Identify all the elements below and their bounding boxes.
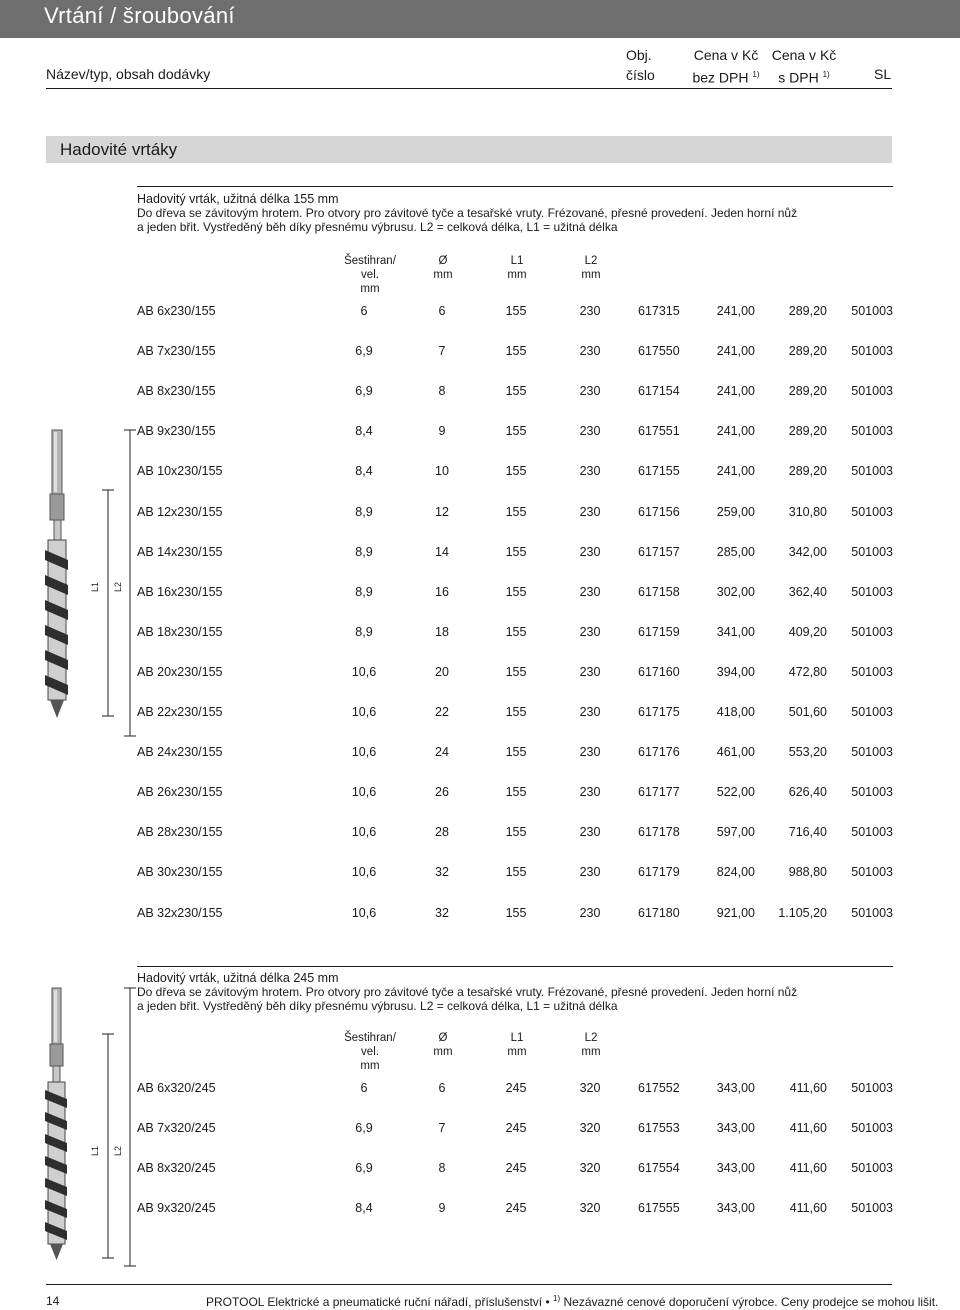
row-sl: 501003 <box>851 664 893 679</box>
row-price-without-vat: 418,00 <box>716 705 755 719</box>
row-hex-size: 10,6 <box>351 785 377 800</box>
table-row <box>137 304 893 322</box>
row-price-without-vat: 343,00 <box>716 1201 755 1216</box>
row-l1: 155 <box>505 304 527 318</box>
row-price-without-vat: 341,00 <box>716 624 755 639</box>
row-price-with-vat: 289,20 <box>788 344 827 359</box>
dim-label-l1: L1 <box>90 581 100 592</box>
title-bar <box>0 0 960 38</box>
row-hex-size: 10,6 <box>351 825 377 840</box>
row-price-without-vat: 241,00 <box>716 344 755 359</box>
row-sl: 501003 <box>851 304 893 318</box>
row-hex-size: 6,9 <box>355 1121 373 1136</box>
row-hex-size: 10,6 <box>351 664 377 679</box>
row-order-number: 617175 <box>638 705 680 719</box>
dim-label-l2: L2 <box>113 581 123 592</box>
row-price-with-vat: 501,60 <box>788 705 827 719</box>
footer-note: Nezávazné cenové doporučení výrobce. Ceny prodejce se mohou lišit. <box>563 1295 939 1309</box>
row-diameter: 6 <box>438 304 446 318</box>
dim-label-l1: L1 <box>90 1145 100 1156</box>
row-name: AB 28x230/155 <box>137 825 223 840</box>
row-price-without-vat: 285,00 <box>716 544 755 559</box>
row-price-with-vat: 716,40 <box>788 825 827 840</box>
row-sl: 501003 <box>851 785 893 800</box>
row-diameter: 12 <box>435 504 449 519</box>
col-l2-line1: L2 <box>584 255 598 267</box>
row-order-number: 617551 <box>638 424 680 439</box>
row-sl: 501003 <box>851 464 893 479</box>
header-price-with-vat <box>764 45 844 88</box>
table-row <box>137 1121 893 1139</box>
table-row <box>137 1201 893 1219</box>
col-hex-line2: vel. <box>361 1046 379 1058</box>
col-hex-line1: Šestihran/ <box>344 1032 396 1044</box>
col-l2-line2: mm <box>581 269 601 281</box>
header-cena2-line2: s DPH <box>778 69 819 86</box>
row-order-number: 617154 <box>638 384 680 399</box>
row-l1: 155 <box>505 384 527 399</box>
row-price-with-vat: 553,20 <box>788 745 827 760</box>
row-l1: 155 <box>505 825 527 840</box>
product-title: Hadovitý vrták, užitná délka 155 mm <box>137 192 339 206</box>
row-hex-size: 8,4 <box>355 1201 373 1216</box>
row-l1: 245 <box>505 1201 527 1216</box>
row-hex-size: 8,9 <box>355 544 373 559</box>
dim-label-l2: L2 <box>113 1145 123 1156</box>
row-l1: 155 <box>505 705 527 719</box>
row-price-without-vat: 241,00 <box>716 424 755 439</box>
row-order-number: 617177 <box>638 785 680 800</box>
header-cena1-line2: bez DPH <box>692 69 749 86</box>
row-price-with-vat: 988,80 <box>788 865 827 880</box>
row-diameter: 24 <box>435 745 449 760</box>
page-number: 14 <box>46 1294 60 1308</box>
row-l2: 230 <box>579 424 601 439</box>
row-sl: 501003 <box>851 384 893 399</box>
header-price-without-vat <box>686 45 766 88</box>
row-hex-size: 10,6 <box>351 705 377 719</box>
row-price-without-vat: 241,00 <box>716 384 755 399</box>
row-price-without-vat: 343,00 <box>716 1161 755 1176</box>
col-l1-head <box>497 254 537 282</box>
table-row <box>137 906 893 924</box>
header-name: Název/typ, obsah dodávky <box>46 66 211 82</box>
header-note-mark: 1) <box>822 70 830 79</box>
page-title: Vrtání / šroubování <box>44 3 235 28</box>
footer-bullet: • <box>545 1295 550 1309</box>
row-price-without-vat: 824,00 <box>716 865 755 880</box>
row-sl: 501003 <box>851 544 893 559</box>
row-l1: 155 <box>505 624 527 639</box>
row-sl: 501003 <box>851 865 893 880</box>
col-dia-line2: mm <box>433 269 453 281</box>
row-order-number: 617159 <box>638 624 680 639</box>
row-l1: 155 <box>505 865 527 880</box>
row-sl: 501003 <box>851 1121 893 1136</box>
table-row <box>137 785 893 803</box>
row-price-with-vat: 289,20 <box>788 424 827 439</box>
row-name: AB 30x230/155 <box>137 865 223 880</box>
row-l1: 245 <box>505 1121 527 1136</box>
row-hex-size: 8,9 <box>355 504 373 519</box>
row-order-number: 617552 <box>638 1081 680 1095</box>
row-name: AB 26x230/155 <box>137 785 223 800</box>
row-price-with-vat: 289,20 <box>788 304 827 318</box>
table-row <box>137 705 893 723</box>
col-l1-line1: L1 <box>510 255 524 267</box>
row-l2: 230 <box>579 624 601 639</box>
row-sl: 501003 <box>851 745 893 760</box>
row-sl: 501003 <box>851 1201 893 1216</box>
row-l1: 245 <box>505 1161 527 1176</box>
row-name: AB 24x230/155 <box>137 745 223 760</box>
col-dia-head <box>423 1031 463 1059</box>
row-name: AB 22x230/155 <box>137 705 223 719</box>
table-row <box>137 865 893 883</box>
row-diameter: 32 <box>435 905 449 920</box>
header-obj-line2: číslo <box>626 67 655 83</box>
row-sl: 501003 <box>851 905 893 920</box>
row-diameter: 8 <box>438 384 446 399</box>
row-hex-size: 6 <box>360 304 368 318</box>
auger-bit-155-icon <box>30 420 138 742</box>
row-sl: 501003 <box>851 344 893 359</box>
row-hex-size: 6 <box>360 1081 368 1095</box>
table-row <box>137 464 893 482</box>
row-l1: 155 <box>505 745 527 760</box>
row-diameter: 7 <box>438 1121 446 1136</box>
row-order-number: 617550 <box>638 344 680 359</box>
header-sl: SL <box>874 66 892 82</box>
row-l2: 230 <box>579 905 601 920</box>
col-l2-head <box>571 1031 611 1059</box>
row-price-with-vat: 626,40 <box>788 785 827 800</box>
row-sl: 501003 <box>851 825 893 840</box>
row-sl: 501003 <box>851 424 893 439</box>
row-diameter: 32 <box>435 865 449 880</box>
header-note-mark: 1) <box>752 70 760 79</box>
row-name: AB 7x230/155 <box>137 344 216 359</box>
row-l1: 155 <box>505 785 527 800</box>
row-hex-size: 6,9 <box>355 1161 373 1176</box>
row-l2: 320 <box>579 1081 601 1095</box>
col-l2-line2: mm <box>581 1046 601 1058</box>
col-hex-line3: mm <box>360 283 380 295</box>
row-price-with-vat: 289,20 <box>788 464 827 479</box>
col-hex-head <box>340 254 400 296</box>
row-l2: 230 <box>579 464 601 479</box>
row-sl: 501003 <box>851 1161 893 1176</box>
col-hex-line2: vel. <box>361 269 379 281</box>
row-order-number: 617179 <box>638 865 680 880</box>
col-hex-line3: mm <box>360 1060 380 1072</box>
row-diameter: 20 <box>435 664 449 679</box>
header-divider <box>46 88 892 89</box>
row-l2: 230 <box>579 304 601 318</box>
row-sl: 501003 <box>851 504 893 519</box>
row-sl: 501003 <box>851 705 893 719</box>
row-diameter: 6 <box>438 1081 446 1095</box>
row-diameter: 28 <box>435 825 449 840</box>
col-hex-line1: Šestihran/ <box>344 255 396 267</box>
footer-text: PROTOOL Elektrické a pneumatické ruční nářadí, příslušenství <box>206 1295 543 1309</box>
section-title: Hadovité vrtáky <box>60 140 178 159</box>
row-name: AB 12x230/155 <box>137 504 223 519</box>
col-l1-line2: mm <box>507 269 527 281</box>
row-name: AB 8x320/245 <box>137 1161 216 1176</box>
row-price-without-vat: 241,00 <box>716 464 755 479</box>
row-price-without-vat: 302,00 <box>716 584 755 599</box>
product-desc-line: a jeden břit. Vystředěný běh díky přesnému výbrusu. L2 = celková délka, L1 = užitná délka <box>137 220 618 234</box>
row-order-number: 617155 <box>638 464 680 479</box>
row-l1: 155 <box>505 504 527 519</box>
product-description <box>137 971 837 1013</box>
table-row <box>137 1081 893 1099</box>
row-price-without-vat: 343,00 <box>716 1121 755 1136</box>
row-diameter: 9 <box>438 1201 446 1216</box>
row-price-with-vat: 411,60 <box>789 1121 827 1136</box>
row-hex-size: 8,4 <box>355 424 373 439</box>
header-order-number <box>626 45 666 85</box>
row-l2: 230 <box>579 584 601 599</box>
product-divider <box>137 186 893 187</box>
row-hex-size: 8,9 <box>355 624 373 639</box>
table-row <box>137 585 893 603</box>
row-price-with-vat: 409,20 <box>788 624 827 639</box>
table-row <box>137 545 893 563</box>
row-name: AB 9x320/245 <box>137 1201 216 1216</box>
row-price-without-vat: 921,00 <box>716 905 755 920</box>
auger-bit-245-icon <box>30 984 138 1274</box>
row-price-without-vat: 343,00 <box>716 1081 755 1095</box>
row-hex-size: 10,6 <box>351 865 377 880</box>
row-l2: 230 <box>579 344 601 359</box>
col-dia-head <box>423 254 463 282</box>
row-l1: 155 <box>505 544 527 559</box>
row-name: AB 16x230/155 <box>137 584 223 599</box>
row-hex-size: 6,9 <box>355 344 373 359</box>
row-l2: 230 <box>579 745 601 760</box>
row-l1: 155 <box>505 905 527 920</box>
row-price-without-vat: 394,00 <box>716 664 755 679</box>
row-price-without-vat: 522,00 <box>716 785 755 800</box>
row-l2: 320 <box>579 1201 601 1216</box>
row-l2: 230 <box>579 865 601 880</box>
row-sl: 501003 <box>851 624 893 639</box>
product-desc-line: Do dřeva se závitovým hrotem. Pro otvory pro závitové tyče a tesařské vruty. Frézované, přesné provedení. Jeden horní nůž <box>137 985 798 999</box>
row-name: AB 10x230/155 <box>137 464 223 479</box>
row-sl: 501003 <box>851 1081 893 1095</box>
table-row <box>137 424 893 442</box>
row-hex-size: 10,6 <box>351 745 377 760</box>
row-hex-size: 8,4 <box>355 464 373 479</box>
col-dia-line1: Ø <box>438 1032 448 1044</box>
header-cena2-line1: Cena v Kč <box>771 47 837 63</box>
row-l2: 230 <box>579 504 601 519</box>
row-l2: 230 <box>579 785 601 800</box>
row-hex-size: 10,6 <box>351 905 377 920</box>
row-l1: 155 <box>505 664 527 679</box>
row-price-with-vat: 310,80 <box>788 504 827 519</box>
row-l1: 245 <box>505 1081 527 1095</box>
row-price-with-vat: 411,60 <box>789 1161 827 1176</box>
row-order-number: 617157 <box>638 544 680 559</box>
table-row <box>137 625 893 643</box>
row-name: AB 9x230/155 <box>137 424 216 439</box>
footer-divider <box>46 1284 892 1285</box>
row-price-without-vat: 259,00 <box>716 504 755 519</box>
row-l2: 230 <box>579 705 601 719</box>
table-row <box>137 505 893 523</box>
row-l2: 230 <box>579 384 601 399</box>
row-price-without-vat: 461,00 <box>716 745 755 760</box>
row-name: AB 6x320/245 <box>137 1081 216 1095</box>
row-name: AB 6x230/155 <box>137 304 216 318</box>
row-sl: 501003 <box>851 584 893 599</box>
row-price-with-vat: 1.105,20 <box>778 905 827 920</box>
row-price-with-vat: 342,00 <box>788 544 827 559</box>
row-diameter: 14 <box>435 544 449 559</box>
table-row <box>137 344 893 362</box>
col-hex-head <box>340 1031 400 1073</box>
row-order-number: 617176 <box>638 745 680 760</box>
product-title: Hadovitý vrták, užitná délka 245 mm <box>137 971 339 985</box>
row-diameter: 7 <box>438 344 446 359</box>
table-row <box>137 1161 893 1179</box>
row-price-with-vat: 362,40 <box>788 584 827 599</box>
row-diameter: 18 <box>435 624 449 639</box>
row-l2: 230 <box>579 664 601 679</box>
col-l2-head <box>571 254 611 282</box>
row-name: AB 20x230/155 <box>137 664 223 679</box>
row-name: AB 32x230/155 <box>137 905 223 920</box>
row-name: AB 18x230/155 <box>137 624 223 639</box>
row-diameter: 10 <box>435 464 449 479</box>
row-diameter: 9 <box>438 424 446 439</box>
section-header <box>46 136 892 163</box>
row-order-number: 617178 <box>638 825 680 840</box>
row-l2: 230 <box>579 825 601 840</box>
footer-info <box>206 1294 938 1309</box>
row-order-number: 617180 <box>638 905 680 920</box>
row-l1: 155 <box>505 344 527 359</box>
row-price-with-vat: 472,80 <box>788 664 827 679</box>
footer-note-mark: 1) <box>553 1294 561 1303</box>
row-l1: 155 <box>505 464 527 479</box>
header-cena1-line1: Cena v Kč <box>693 47 759 63</box>
table-row <box>137 665 893 683</box>
col-l1-head <box>497 1031 537 1059</box>
row-order-number: 617315 <box>638 304 680 318</box>
row-price-without-vat: 241,00 <box>716 304 755 318</box>
row-l1: 155 <box>505 424 527 439</box>
row-order-number: 617156 <box>638 504 680 519</box>
product-divider <box>137 966 893 967</box>
row-l2: 320 <box>579 1121 601 1136</box>
table-row <box>137 384 893 402</box>
col-l1-line2: mm <box>507 1046 527 1058</box>
row-order-number: 617553 <box>638 1121 680 1136</box>
row-price-with-vat: 411,60 <box>789 1201 827 1216</box>
col-dia-line1: Ø <box>438 255 448 267</box>
row-price-without-vat: 597,00 <box>716 825 755 840</box>
row-price-with-vat: 411,60 <box>789 1081 827 1095</box>
header-obj-line1: Obj. <box>626 47 652 63</box>
row-order-number: 617158 <box>638 584 680 599</box>
row-diameter: 26 <box>435 785 449 800</box>
row-diameter: 16 <box>435 584 449 599</box>
row-name: AB 14x230/155 <box>137 544 223 559</box>
col-l1-line1: L1 <box>510 1032 524 1044</box>
row-l2: 230 <box>579 544 601 559</box>
row-name: AB 8x230/155 <box>137 384 216 399</box>
col-l2-line1: L2 <box>584 1032 598 1044</box>
row-l2: 320 <box>579 1161 601 1176</box>
table-row <box>137 745 893 763</box>
row-price-with-vat: 289,20 <box>788 384 827 399</box>
row-hex-size: 6,9 <box>355 384 373 399</box>
row-diameter: 22 <box>435 705 449 719</box>
product-desc-line: a jeden břit. Vystředěný běh díky přesnému výbrusu. L2 = celková délka, L1 = užitná délka <box>137 999 618 1013</box>
product-description <box>137 192 837 234</box>
row-order-number: 617555 <box>638 1201 680 1216</box>
row-order-number: 617554 <box>638 1161 680 1176</box>
col-dia-line2: mm <box>433 1046 453 1058</box>
row-diameter: 8 <box>438 1161 446 1176</box>
table-row <box>137 825 893 843</box>
row-hex-size: 8,9 <box>355 584 373 599</box>
row-name: AB 7x320/245 <box>137 1121 216 1136</box>
row-order-number: 617160 <box>638 664 680 679</box>
product-desc-line: Do dřeva se závitovým hrotem. Pro otvory pro závitové tyče a tesařské vruty. Frézované, přesné provedení. Jeden horní nůž <box>137 206 798 220</box>
row-l1: 155 <box>505 584 527 599</box>
